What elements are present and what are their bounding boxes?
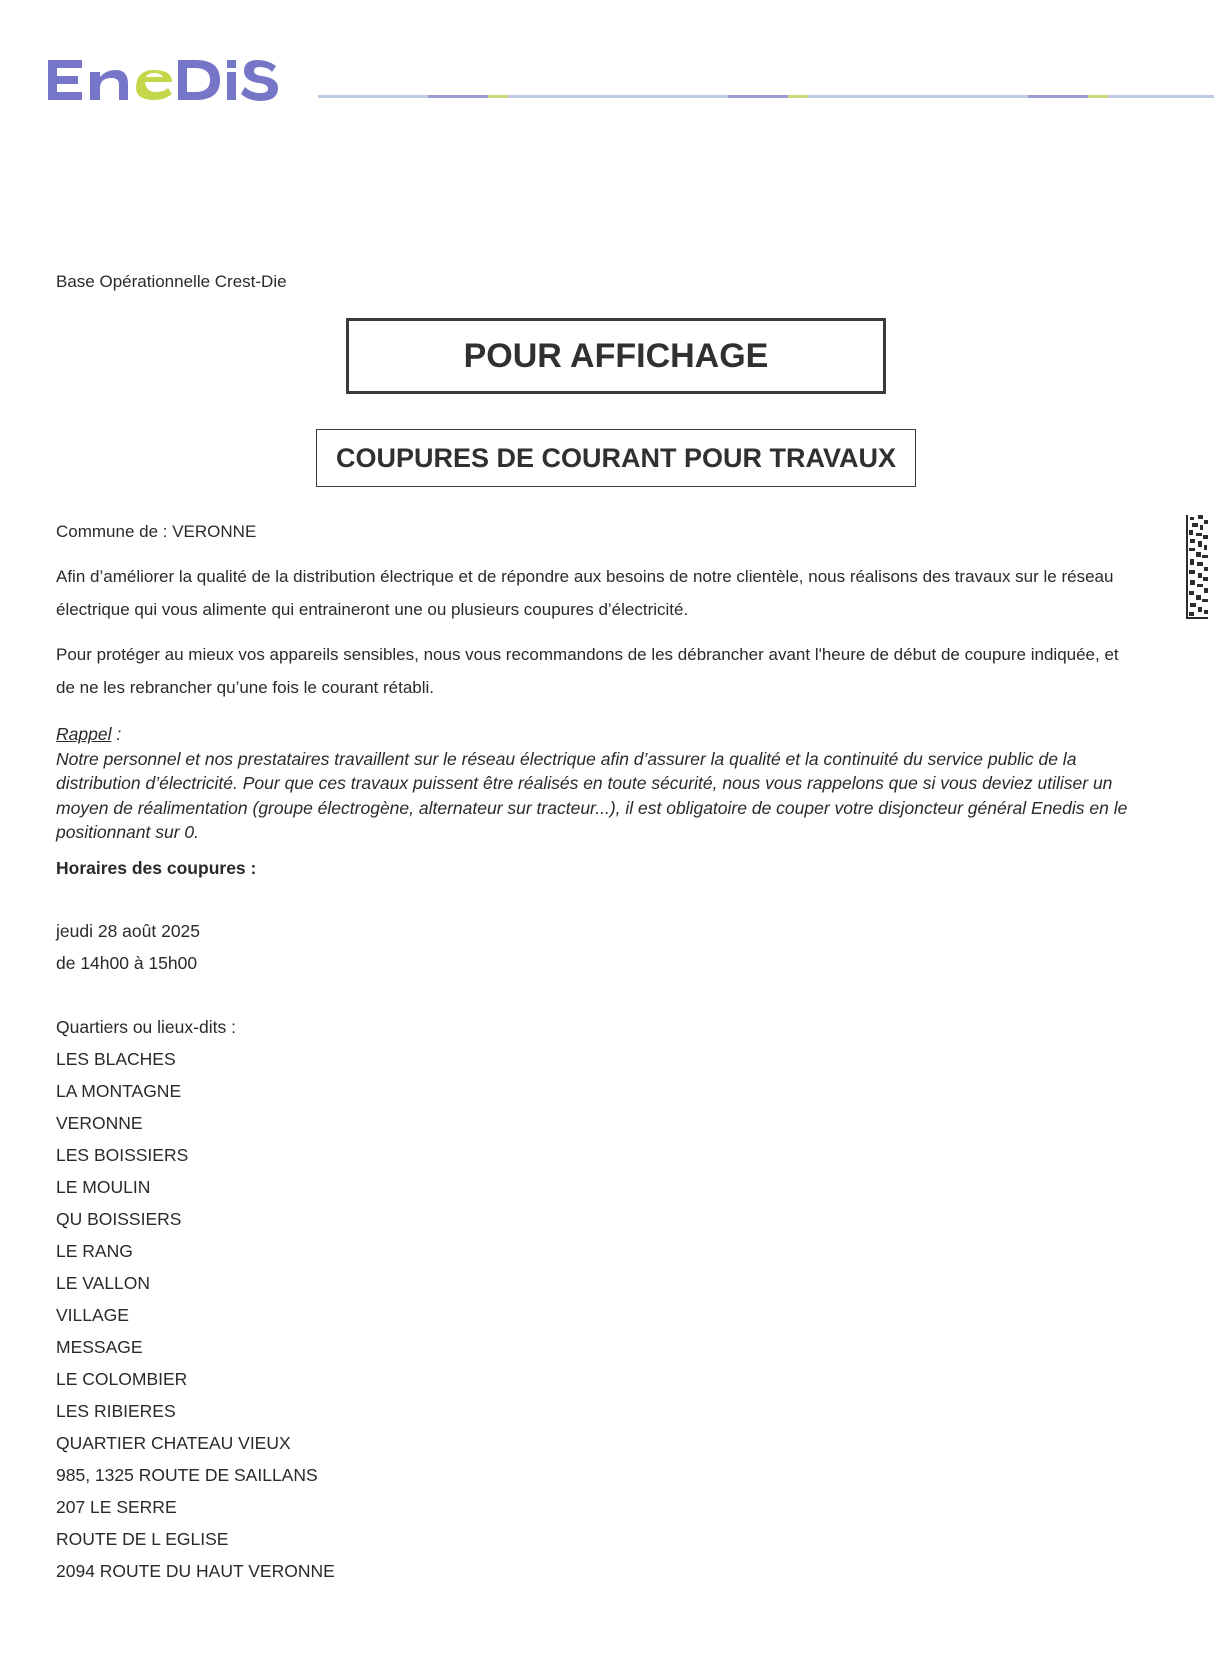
list-item: QUARTIER CHATEAU VIEUX: [56, 1433, 291, 1453]
schedule-date: jeudi 28 août 2025: [56, 921, 201, 941]
paragraph-intro: Afin d’améliorer la qualité de la distribution électrique et de répondre aux besoins de notre clientèle, nous réalisons des travaux sur le réseau électrique qui vous alimente qui entraineront une ou plusieurs coupures d’électricité.: [56, 567, 1114, 619]
title-box: POUR AFFICHAGE: [346, 318, 886, 394]
places-list: [56, 1049, 335, 1593]
rappel-heading: [56, 722, 1136, 747]
commune-line: Commune de : VERONNE: [56, 522, 257, 541]
list-item: LE MOULIN: [56, 1177, 151, 1197]
rappel-block: [56, 722, 1136, 845]
rappel-title: Rappel: [56, 724, 112, 744]
list-item: 2094 ROUTE DU HAUT VERONNE: [56, 1561, 335, 1581]
schedule-hours: de 14h00 à 15h00: [56, 953, 198, 973]
list-item: VERONNE: [56, 1113, 143, 1133]
list-item: LES RIBIERES: [56, 1401, 176, 1421]
enedis-logo-graphic: [44, 52, 304, 108]
quartiers-title: Quartiers ou lieux-dits :: [56, 1017, 236, 1037]
list-item: ROUTE DE L EGLISE: [56, 1529, 229, 1549]
list-item: LE VALLON: [56, 1273, 151, 1293]
list-item: LES BLACHES: [56, 1049, 176, 1069]
paragraph-advice: Pour protéger au mieux vos appareils sensibles, nous vous recommandons de les débrancher avant l'heure de début de coupure indiquée, et de ne les rebrancher qu’une fois le courant rétabli.: [56, 645, 1119, 697]
rappel-colon: :: [111, 724, 122, 744]
list-item: LES BOISSIERS: [56, 1145, 189, 1165]
list-item: LA MONTAGNE: [56, 1081, 182, 1101]
enedis-logo: [44, 52, 304, 108]
rappel-text: Notre personnel et nos prestataires travaillent sur le réseau électrique afin d’assurer la qualité et la continuité du service public de la distribution d’électricité. Pour que ces travaux puissent être réalisés en toute sécurité, nous vous rappelons que si vous deviez utiliser un moyen de réalimentation (groupe électrogène, alternateur sur tracteur...), il est obligatoire de couper votre disjoncteur général Enedis en le positionnant sur 0.: [56, 748, 1128, 842]
list-item: MESSAGE: [56, 1337, 143, 1357]
datamatrix-code: [1186, 515, 1208, 619]
base-operationnelle: Base Opérationnelle Crest-Die: [56, 272, 287, 291]
subtitle-box: COUPURES DE COURANT POUR TRAVAUX: [316, 429, 916, 487]
list-item: LE RANG: [56, 1241, 133, 1261]
list-item: QU BOISSIERS: [56, 1209, 182, 1229]
list-item: LE COLOMBIER: [56, 1369, 188, 1389]
header-rule: [318, 95, 1214, 98]
horaires-title: Horaires des coupures :: [56, 858, 257, 878]
list-item: 985, 1325 ROUTE DE SAILLANS: [56, 1465, 318, 1485]
list-item: VILLAGE: [56, 1305, 129, 1325]
list-item: 207 LE SERRE: [56, 1497, 177, 1517]
